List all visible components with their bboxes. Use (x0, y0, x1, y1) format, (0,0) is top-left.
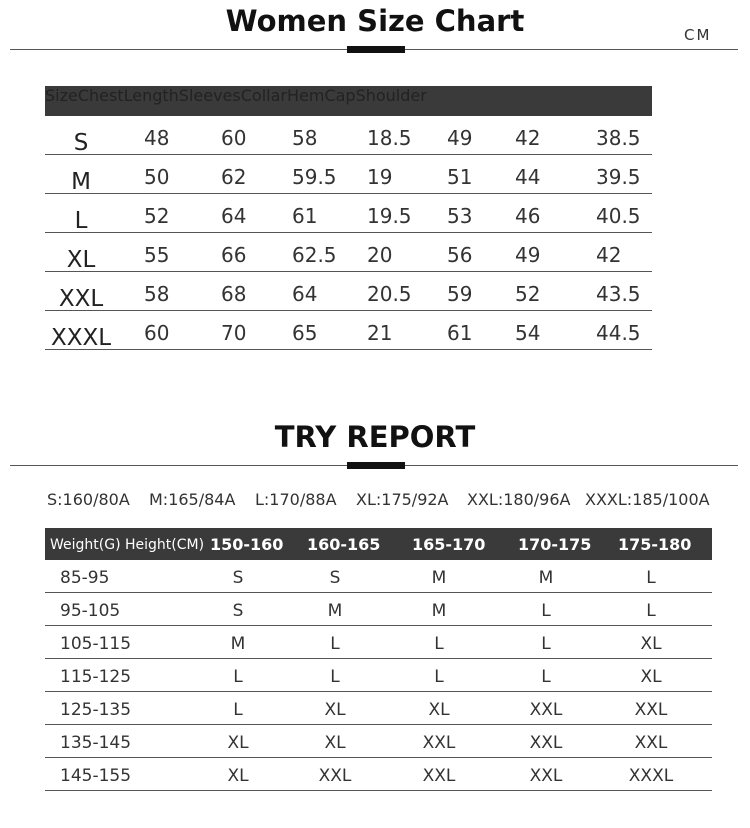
size-chart-header (45, 86, 652, 116)
size-cell: M (431, 568, 447, 588)
height-header: 150-160 (210, 535, 284, 554)
table-cell: 49 (515, 243, 541, 267)
size-cell: S (329, 568, 341, 588)
table-row (45, 725, 712, 758)
try-report-title: TRY REPORT (274, 420, 476, 454)
size-map-item: S:160/80A (47, 490, 130, 509)
size-cell: L (541, 667, 551, 687)
weight-cell: 125-135 (60, 700, 132, 720)
table-row (45, 560, 712, 593)
table-cell: 38.5 (596, 126, 641, 150)
size-cell: XXL (529, 766, 563, 786)
try-report-header (45, 528, 712, 560)
table-row (45, 233, 652, 272)
try-report-underline-bar (347, 462, 405, 469)
table-cell: 20.5 (367, 282, 412, 306)
size-label: L (74, 208, 88, 234)
table-cell: 62.5 (292, 243, 337, 267)
size-cell: L (330, 667, 340, 687)
table-cell: 19 (367, 165, 393, 189)
unit-label: CM (684, 26, 712, 44)
size-cell: L (330, 634, 340, 654)
size-cell: XXL (318, 766, 352, 786)
size-label: M (71, 169, 91, 195)
size-map-item: XXXL:185/100A (585, 490, 710, 509)
table-row (45, 155, 652, 194)
column-header-chest: Chest (77, 86, 124, 105)
table-cell: 59 (447, 282, 473, 306)
size-cell: M (538, 568, 554, 588)
size-cell: M (431, 601, 447, 621)
size-cell: XXL (634, 700, 668, 720)
corner-label: Weight(G) Height(CM) (50, 537, 205, 553)
table-cell: 39.5 (596, 165, 641, 189)
table-cell: 51 (447, 165, 473, 189)
table-cell: 59.5 (292, 165, 337, 189)
table-row (45, 311, 652, 350)
height-header: 160-165 (307, 535, 381, 554)
table-row (45, 692, 712, 725)
column-header-shoulder: Shoulder (355, 86, 427, 105)
size-cell: XL (428, 700, 450, 720)
table-cell: 70 (221, 321, 247, 345)
size-cell: XXL (422, 766, 456, 786)
size-label: XL (66, 247, 96, 273)
weight-cell: 115-125 (60, 667, 132, 687)
column-header-length: Length (123, 86, 179, 105)
table-cell: 49 (447, 126, 473, 150)
size-cell: M (230, 634, 246, 654)
size-label: XXL (58, 286, 104, 312)
height-header: 170-175 (518, 535, 592, 554)
table-cell: 48 (144, 126, 170, 150)
size-cell: XL (640, 634, 662, 654)
size-cell: XL (640, 667, 662, 687)
table-row (45, 593, 712, 626)
size-cell: L (434, 667, 444, 687)
table-cell: 44.5 (596, 321, 641, 345)
weight-cell: 95-105 (60, 601, 121, 621)
size-cell: XXL (634, 733, 668, 753)
table-row (45, 626, 712, 659)
table-cell: 68 (221, 282, 247, 306)
table-cell: 64 (221, 204, 247, 228)
table-cell: 61 (292, 204, 318, 228)
weight-cell: 105-115 (60, 634, 132, 654)
table-cell: 52 (144, 204, 170, 228)
table-cell: 55 (144, 243, 170, 267)
column-header-cap: Cap (324, 86, 356, 105)
table-cell: 21 (367, 321, 393, 345)
table-cell: 66 (221, 243, 247, 267)
table-row (45, 758, 712, 791)
table-cell: 58 (144, 282, 170, 306)
table-row (45, 659, 712, 692)
column-header-size: Size (45, 86, 78, 105)
table-cell: 40.5 (596, 204, 641, 228)
size-cell: XL (324, 700, 346, 720)
size-label: S (73, 130, 89, 156)
size-chart-title: Women Size Chart (225, 4, 525, 38)
title-underline-bar (347, 46, 405, 53)
table-cell: 50 (144, 165, 170, 189)
table-cell: 46 (515, 204, 541, 228)
table-row (45, 272, 652, 311)
size-cell: XL (227, 766, 249, 786)
size-label: XXXL (50, 325, 112, 351)
size-cell: L (541, 634, 551, 654)
table-cell: 20 (367, 243, 393, 267)
size-cell: L (646, 568, 656, 588)
size-map-item: XL:175/92A (356, 490, 449, 509)
column-header-hem: Hem (286, 86, 325, 105)
table-cell: 53 (447, 204, 473, 228)
try-report-table (45, 528, 712, 791)
table-cell: 56 (447, 243, 473, 267)
table-cell: 65 (292, 321, 318, 345)
table-cell: 43.5 (596, 282, 641, 306)
size-cell: XXL (529, 700, 563, 720)
size-cell: L (646, 601, 656, 621)
weight-cell: 85-95 (60, 568, 110, 588)
size-cell: L (434, 634, 444, 654)
table-cell: 42 (515, 126, 541, 150)
table-cell: 60 (144, 321, 170, 345)
table-cell: 44 (515, 165, 541, 189)
size-cell: M (327, 601, 343, 621)
size-cell: S (232, 601, 244, 621)
height-header: 175-180 (618, 535, 692, 554)
table-cell: 64 (292, 282, 318, 306)
height-header: 165-170 (412, 535, 486, 554)
size-cell: S (232, 568, 244, 588)
size-cell: XXL (529, 733, 563, 753)
table-row (45, 194, 652, 233)
column-header-sleeves: Sleeves (178, 86, 241, 105)
size-cell: XXL (422, 733, 456, 753)
size-cell: L (233, 700, 243, 720)
table-cell: 19.5 (367, 204, 412, 228)
table-cell: 60 (221, 126, 247, 150)
table-cell: 54 (515, 321, 541, 345)
table-cell: 61 (447, 321, 473, 345)
size-cell: XL (324, 733, 346, 753)
size-map-item: XXL:180/96A (467, 490, 571, 509)
size-chart-table (45, 86, 652, 350)
table-cell: 58 (292, 126, 318, 150)
weight-cell: 145-155 (60, 766, 132, 786)
column-header-collar: Collar (240, 86, 287, 105)
size-map-item: L:170/88A (255, 490, 337, 509)
table-cell: 62 (221, 165, 247, 189)
size-cell: L (233, 667, 243, 687)
size-map-item: M:165/84A (149, 490, 236, 509)
table-cell: 18.5 (367, 126, 412, 150)
table-row (45, 116, 652, 155)
size-cell: L (541, 601, 551, 621)
table-cell: 42 (596, 243, 622, 267)
table-cell: 52 (515, 282, 541, 306)
size-cell: XL (227, 733, 249, 753)
weight-cell: 135-145 (60, 733, 132, 753)
size-cell: XXXL (628, 766, 674, 786)
